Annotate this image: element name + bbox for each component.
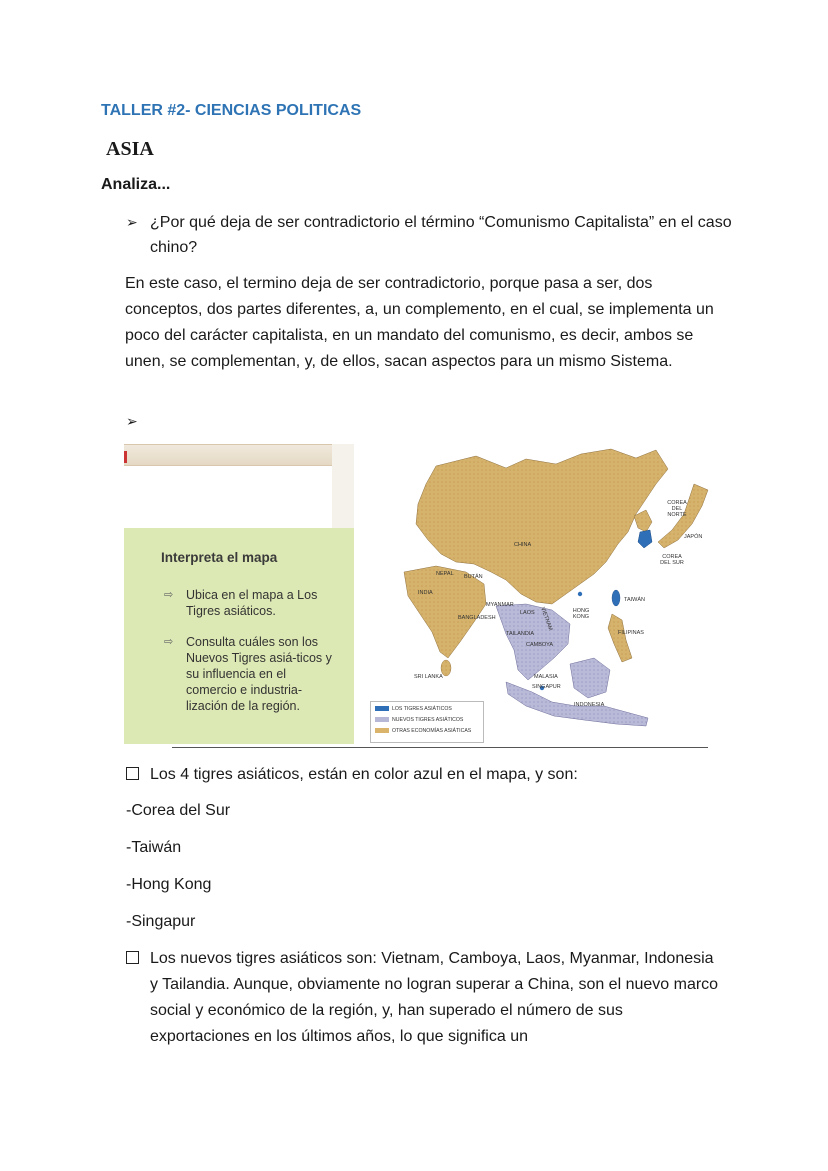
map-legend bbox=[370, 701, 484, 743]
label-taiwan: TAIWÁN bbox=[624, 597, 645, 603]
legend-label: OTRAS ECONOMÍAS ASIÁTICAS bbox=[392, 728, 472, 734]
label-tailandia: TAILANDIA bbox=[506, 631, 535, 637]
label-india: INDIA bbox=[418, 590, 433, 596]
label-bangladesh: BANGLADESH bbox=[458, 615, 496, 621]
list-item: -Hong Kong bbox=[126, 876, 212, 893]
asia-map bbox=[356, 444, 738, 744]
new-tigers-item-text: Los nuevos tigres asiáticos son: Vietnam, Camboya, Laos, Myanmar, Indonesia y Tailandia. Aunque, obviamente no logran superar a China, son el nuevo marco social y económico de la región, y, han superado el número de sus exportaciones en los últimos años, lo que significa un bbox=[150, 950, 719, 1045]
label-indonesia: INDONESIA bbox=[574, 702, 605, 708]
legend-label: LOS TIGRES ASIÁTICOS bbox=[392, 706, 452, 712]
label-sri-lanka: SRI LANKA bbox=[414, 674, 443, 680]
asia-map-graphic bbox=[356, 444, 738, 744]
legend-swatch bbox=[375, 728, 389, 733]
label-nepal: NEPAL bbox=[436, 571, 454, 577]
hong-kong-marker bbox=[578, 592, 582, 596]
arrow-right-icon: ⇨ bbox=[164, 589, 174, 601]
figure-divider bbox=[172, 747, 708, 748]
checkbox-bullet-icon bbox=[126, 767, 139, 780]
label-singapur: SINGAPUR bbox=[532, 684, 561, 690]
list-item: -Taiwán bbox=[126, 839, 182, 856]
list-item: -Singapur bbox=[126, 913, 196, 930]
label-japon: JAPÓN bbox=[684, 534, 703, 540]
panel-title: Interpreta el mapa bbox=[161, 550, 278, 565]
philippines-landmass bbox=[608, 614, 632, 662]
panel-item-2-text: Consulta cuáles son los Nuevos Tigres asiá-ticos y su influencia en el comercio e industria-lización de la región. bbox=[186, 635, 332, 713]
arrow-bullet-icon: ➢ bbox=[126, 214, 138, 230]
document-subtitle: ASIA bbox=[106, 138, 154, 160]
ruler-decoration bbox=[124, 444, 332, 466]
label-camboya: CAMBOYA bbox=[526, 642, 554, 648]
legend-item-tigers bbox=[375, 706, 452, 712]
label-filipinas: FILIPINAS bbox=[618, 630, 644, 636]
label-butan: BUTÁN bbox=[464, 574, 483, 580]
korea-south-landmass bbox=[638, 530, 652, 548]
legend-label: NUEVOS TIGRES ASIÁTICOS bbox=[392, 717, 464, 723]
label-hong-kong: HONG KONG bbox=[572, 608, 590, 620]
legend-swatch bbox=[375, 706, 389, 711]
legend-item-other bbox=[375, 728, 471, 734]
map-figure bbox=[124, 444, 738, 744]
legend-item-new-tigers bbox=[375, 717, 463, 723]
document-title: TALLER #2- CIENCIAS POLITICAS bbox=[101, 102, 362, 119]
panel-item-1-text: Ubica en el mapa a Los Tigres asiáticos. bbox=[186, 588, 318, 618]
label-malasia: MALASIA bbox=[534, 674, 558, 680]
answer-1-paragraph: En este caso, el termino deja de ser contradictorio, porque pasa a ser, dos conceptos, dos partes diferentes, a, un complemento, en el cual, se implementa un poco del carácter capitalista, en un mandato del comunismo, es decir, ambos se unen, se complementan, y, de ellos, sacan aspectos para un mismo Sistema. bbox=[125, 275, 714, 370]
label-china: CHINA bbox=[514, 542, 532, 548]
arrow-right-icon: ⇨ bbox=[164, 636, 174, 648]
borneo-landmass bbox=[570, 658, 610, 698]
checkbox-bullet-icon bbox=[126, 951, 139, 964]
list-item: -Corea del Sur bbox=[126, 802, 231, 819]
label-corea-norte: COREA DEL NORTE bbox=[667, 500, 687, 518]
label-myanmar: MYANMAR bbox=[486, 602, 514, 608]
question-1-text: ¿Por qué deja de ser contradictorio el término “Comunismo Capitalista” en el caso chino? bbox=[150, 214, 732, 256]
label-vietnam: VIETNAM bbox=[539, 606, 554, 632]
taiwan-landmass bbox=[612, 590, 620, 606]
label-corea-sur: COREA DEL SUR bbox=[660, 554, 684, 566]
legend-swatch bbox=[375, 717, 389, 722]
arrow-bullet-icon: ➢ bbox=[126, 413, 138, 429]
label-laos: LAOS bbox=[520, 610, 535, 616]
tigers-item-text: Los 4 tigres asiáticos, están en color azul en el mapa, y son: bbox=[150, 766, 578, 783]
section-heading: Analiza... bbox=[101, 176, 171, 193]
question-1 bbox=[126, 210, 736, 256]
